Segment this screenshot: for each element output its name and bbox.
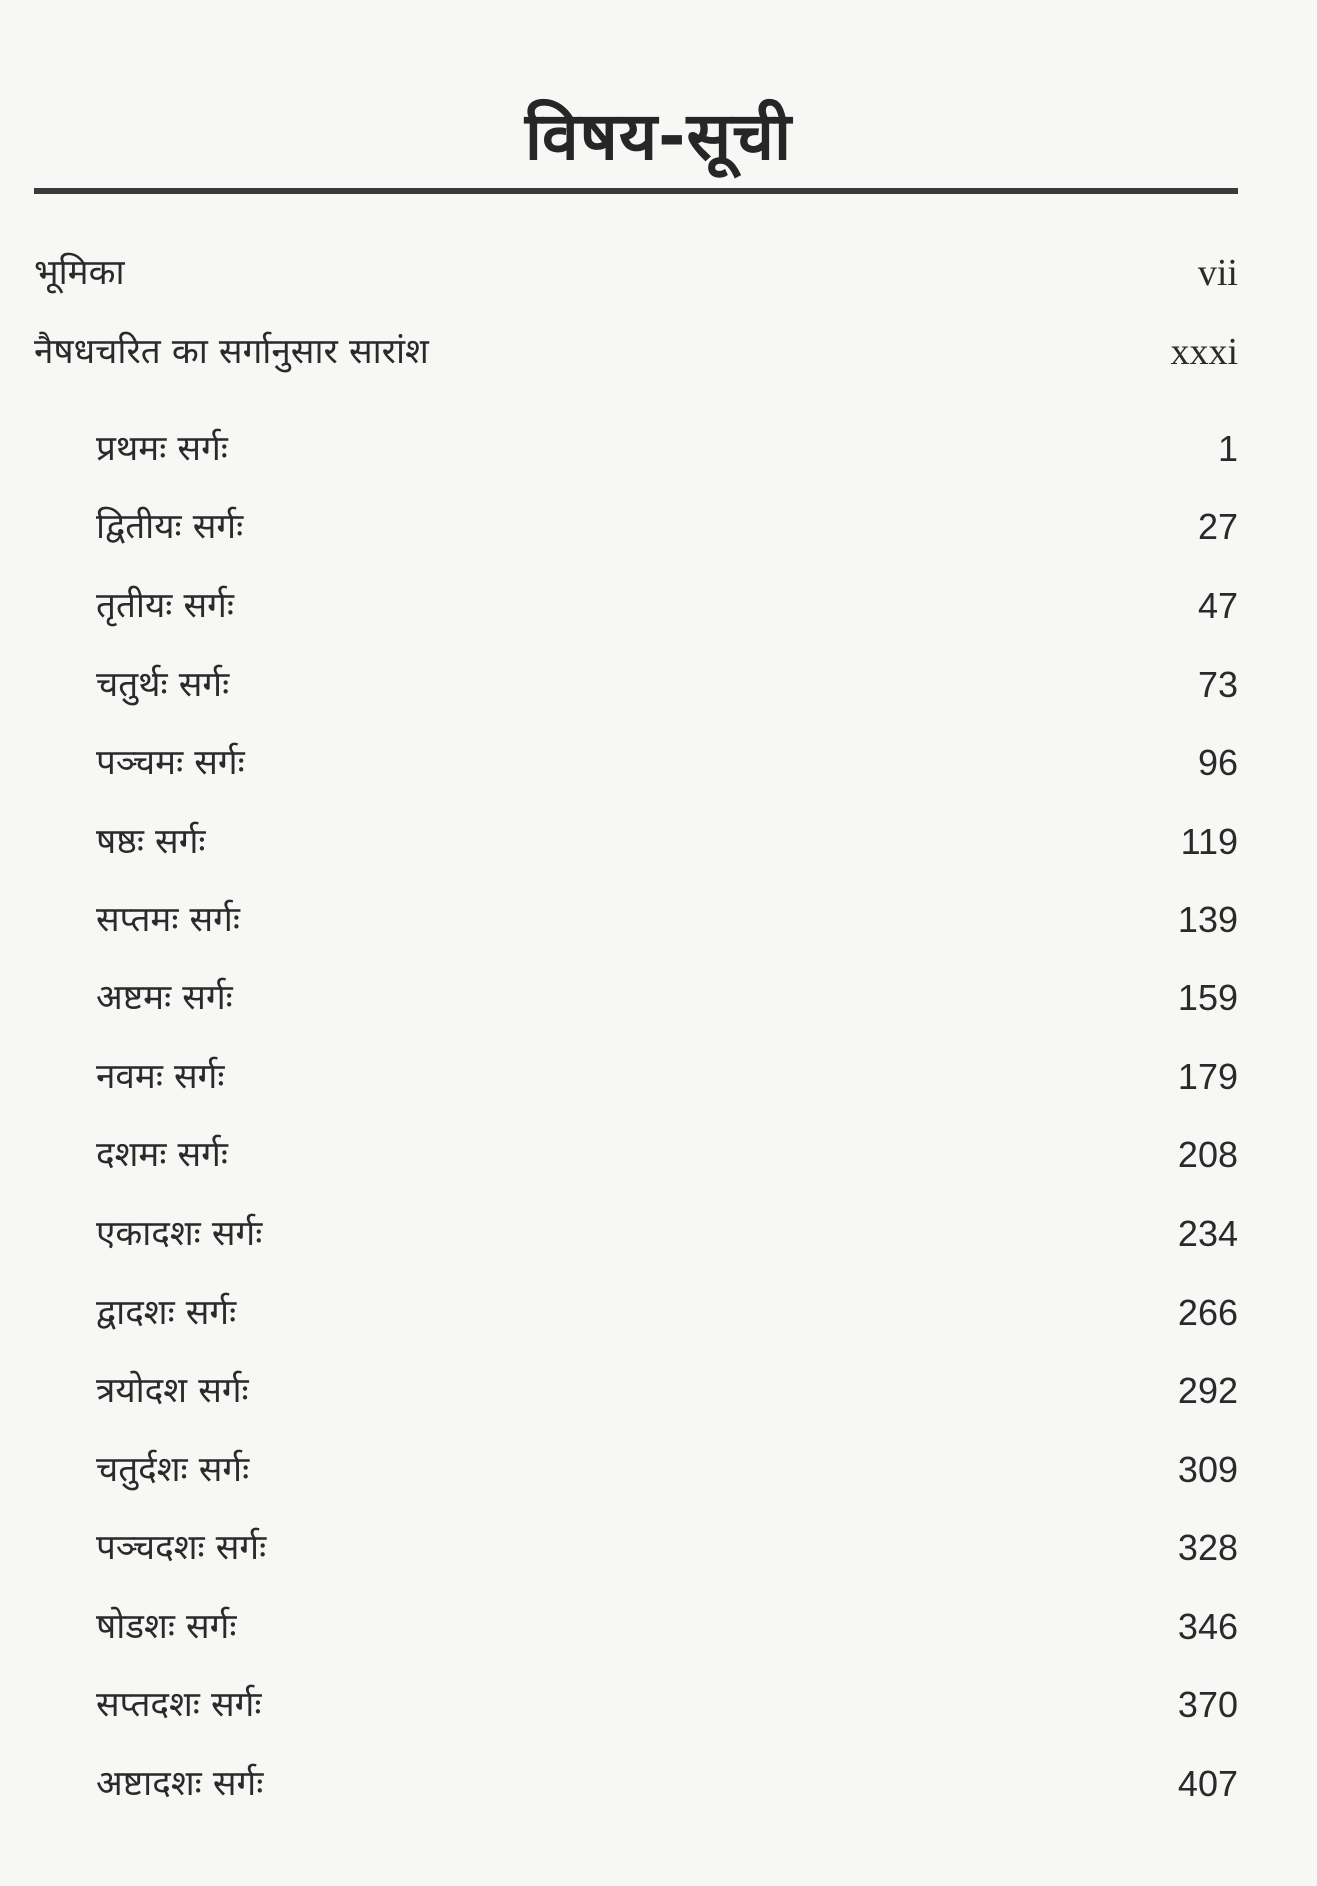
toc-entry-label: सप्तदशः सर्गः [96,1685,262,1725]
toc-entry-page: 208 [1177,1134,1238,1175]
toc-entry-page: 346 [1177,1606,1238,1647]
toc-entry-label: दशमः सर्गः [96,1135,228,1175]
toc-entry-canto[interactable] [34,655,1238,715]
toc-entry-label: पञ्चदशः सर्गः [96,1528,267,1568]
toc-entry-label: अष्टादशः सर्गः [96,1764,264,1804]
toc-entry-page: 407 [1177,1763,1238,1804]
toc-entry-label: द्वितीयः सर्गः [96,507,244,547]
toc-entry-label: चतुर्थः सर्गः [96,665,230,705]
toc-entry-canto[interactable] [34,733,1238,793]
toc-entry-page: 309 [1177,1449,1238,1490]
toc-entry-label: षष्ठः सर्गः [96,822,206,862]
toc-entry-label: नैषधचरित का सर्गानुसार सारांश [34,332,429,372]
toc-entry-canto[interactable] [34,1283,1238,1343]
title-divider [34,188,1238,194]
toc-entry-page: 266 [1177,1292,1238,1333]
toc-entry-canto[interactable] [34,968,1238,1028]
page-title: विषय-सूची [524,98,793,175]
toc-entry-label: पञ्चमः सर्गः [96,743,245,783]
toc-entry-page: 1 [1217,428,1238,469]
toc-entry-label: एकादशः सर्गः [96,1214,263,1254]
toc-entry-label: तृतीयः सर्गः [96,586,234,626]
toc-entry-page: xxxi [1170,331,1238,373]
toc-entry-page: 370 [1177,1684,1238,1725]
toc-entry-canto[interactable] [34,1440,1238,1500]
toc-entry-label: भूमिका [34,253,125,293]
toc-entry-page: 234 [1177,1213,1238,1254]
toc-entry-page: 328 [1177,1527,1238,1568]
toc-entry-label: नवमः सर्गः [96,1057,225,1097]
toc-entry-canto[interactable] [34,497,1238,557]
toc-entry-page: 47 [1197,585,1238,626]
toc-entry-page: 159 [1177,977,1238,1018]
toc-entry-canto[interactable] [34,419,1238,479]
toc-entry-canto[interactable] [34,1754,1238,1814]
toc-entry-summary[interactable] [34,322,1238,382]
toc-entry-preface[interactable] [34,243,1238,303]
toc-entry-page: 96 [1197,742,1238,783]
toc-entry-canto[interactable] [34,890,1238,950]
toc-entry-canto[interactable] [34,1675,1238,1735]
toc-entry-canto[interactable] [34,576,1238,636]
toc-entry-label: त्रयोदश सर्गः [96,1371,249,1411]
toc-entry-canto[interactable] [34,1204,1238,1264]
toc-entry-canto[interactable] [34,1125,1238,1185]
toc-entry-canto[interactable] [34,1047,1238,1107]
toc-entry-page: 292 [1177,1370,1238,1411]
toc-entry-label: अष्टमः सर्गः [96,978,233,1018]
toc-entry-canto[interactable] [34,1597,1238,1657]
toc-entry-label: सप्तमः सर्गः [96,900,240,940]
toc-entry-page: vii [1197,252,1238,294]
toc-entry-canto[interactable] [34,1361,1238,1421]
toc-entry-canto[interactable] [34,812,1238,872]
toc-entry-page: 27 [1197,506,1238,547]
toc-entry-page: 139 [1177,899,1238,940]
toc-entry-page: 73 [1197,664,1238,705]
toc-entry-page: 119 [1180,821,1238,862]
toc-entry-canto[interactable] [34,1518,1238,1578]
toc-entry-label: षोडशः सर्गः [96,1607,237,1647]
toc-entry-label: द्वादशः सर्गः [96,1293,237,1333]
toc-entry-label: चतुर्दशः सर्गः [96,1450,250,1490]
toc-entry-page: 179 [1177,1056,1238,1097]
toc-entry-label: प्रथमः सर्गः [96,429,228,469]
